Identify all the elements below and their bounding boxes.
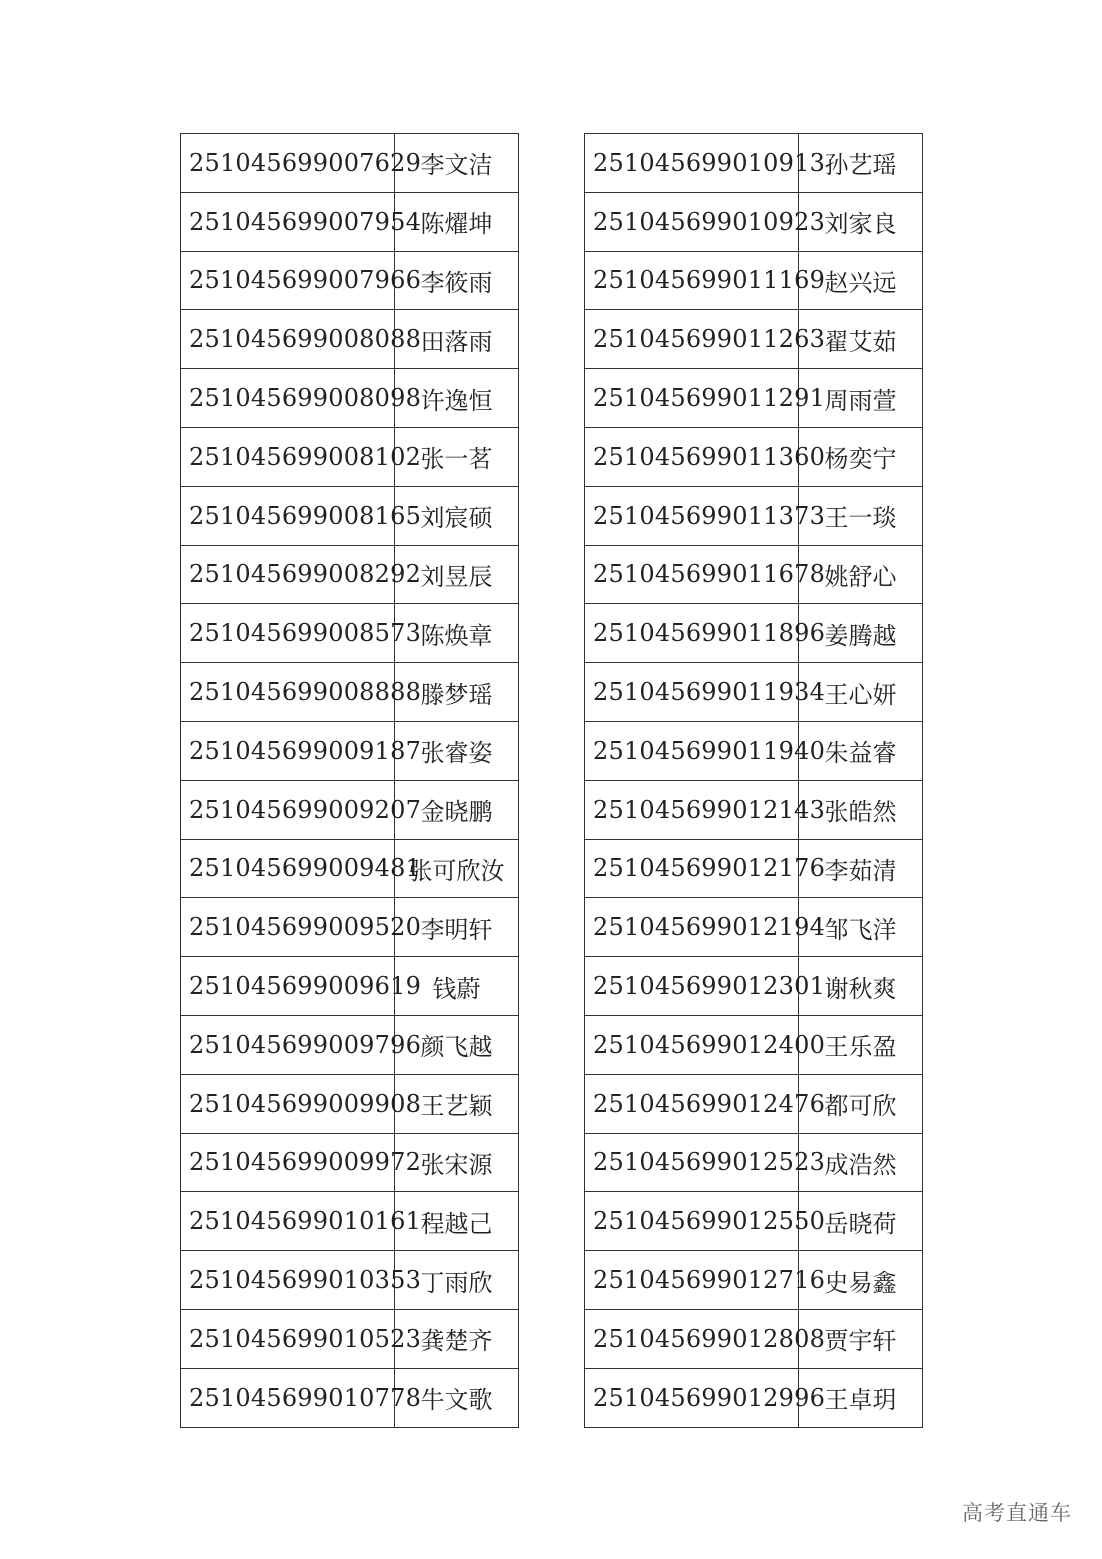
candidate-name-cell: 岳晓荷 (799, 1192, 923, 1251)
table-row (585, 369, 923, 428)
candidate-id-cell: 251045699012400 (585, 1015, 799, 1074)
table-row (585, 1015, 923, 1074)
table-row (181, 1251, 519, 1310)
candidate-name-cell: 成浩然 (799, 1133, 923, 1192)
candidate-name-cell: 王心妍 (799, 663, 923, 722)
table-row (181, 134, 519, 193)
candidate-id-cell: 251045699007954 (181, 192, 395, 251)
table-row (181, 1309, 519, 1368)
roster-table-body (585, 134, 923, 1428)
table-row (585, 898, 923, 957)
candidate-name-cell: 谢秋爽 (799, 957, 923, 1016)
candidate-name-cell: 李明轩 (395, 898, 519, 957)
table-row (181, 721, 519, 780)
table-row (585, 780, 923, 839)
candidate-id-cell: 251045699009481 (181, 839, 395, 898)
candidate-id-cell: 251045699010913 (585, 134, 799, 193)
candidate-id-cell: 251045699011896 (585, 604, 799, 663)
candidate-id-cell: 251045699009520 (181, 898, 395, 957)
table-row (181, 427, 519, 486)
candidate-name-cell: 贾宇轩 (799, 1309, 923, 1368)
candidate-name-cell: 龚楚齐 (395, 1309, 519, 1368)
candidate-name-cell: 丁雨欣 (395, 1251, 519, 1310)
candidate-id-cell: 251045699008292 (181, 545, 395, 604)
table-row (585, 134, 923, 193)
candidate-name-cell: 张皓然 (799, 780, 923, 839)
candidate-id-cell: 251045699011360 (585, 427, 799, 486)
candidate-name-cell: 姚舒心 (799, 545, 923, 604)
table-row (181, 192, 519, 251)
candidate-id-cell: 251045699010778 (181, 1368, 395, 1427)
table-row (181, 1074, 519, 1133)
candidate-id-cell: 251045699012176 (585, 839, 799, 898)
candidate-name-cell: 王一琰 (799, 486, 923, 545)
table-row (585, 839, 923, 898)
table-row (181, 369, 519, 428)
table-row (585, 486, 923, 545)
candidate-name-cell: 钱蔚 (395, 957, 519, 1016)
candidate-name-cell: 王乐盈 (799, 1015, 923, 1074)
candidate-name-cell: 姜腾越 (799, 604, 923, 663)
candidate-id-cell: 251045699012523 (585, 1133, 799, 1192)
table-row (181, 780, 519, 839)
candidate-id-cell: 251045699012143 (585, 780, 799, 839)
table-row (585, 604, 923, 663)
candidate-id-cell: 251045699012808 (585, 1309, 799, 1368)
candidate-name-cell: 朱益睿 (799, 721, 923, 780)
table-row (585, 1133, 923, 1192)
table-row (181, 310, 519, 369)
candidate-id-cell: 251045699011678 (585, 545, 799, 604)
candidate-id-cell: 251045699012716 (585, 1251, 799, 1310)
table-row (181, 839, 519, 898)
candidate-name-cell: 王艺颖 (395, 1074, 519, 1133)
candidate-name-cell: 赵兴远 (799, 251, 923, 310)
table-row (585, 1251, 923, 1310)
candidate-name-cell: 陈焕章 (395, 604, 519, 663)
candidate-id-cell: 251045699012194 (585, 898, 799, 957)
table-row (585, 1368, 923, 1427)
candidate-name-cell: 刘家良 (799, 192, 923, 251)
candidate-name-cell: 史易鑫 (799, 1251, 923, 1310)
candidate-id-cell: 251045699012996 (585, 1368, 799, 1427)
table-row (181, 663, 519, 722)
candidate-name-cell: 牛文歌 (395, 1368, 519, 1427)
candidate-id-cell: 251045699008573 (181, 604, 395, 663)
roster-table-left (180, 133, 519, 1428)
candidate-name-cell: 周雨萱 (799, 369, 923, 428)
candidate-name-cell: 刘宸硕 (395, 486, 519, 545)
candidate-id-cell: 251045699012301 (585, 957, 799, 1016)
roster-table-right (584, 133, 923, 1428)
table-row (181, 957, 519, 1016)
table-row (585, 957, 923, 1016)
candidate-id-cell: 251045699007966 (181, 251, 395, 310)
table-row (181, 1133, 519, 1192)
candidate-id-cell: 251045699011373 (585, 486, 799, 545)
table-row (181, 486, 519, 545)
candidate-name-cell: 许逸恒 (395, 369, 519, 428)
candidate-id-cell: 251045699011934 (585, 663, 799, 722)
table-row (181, 898, 519, 957)
candidate-id-cell: 251045699009796 (181, 1015, 395, 1074)
table-row (585, 251, 923, 310)
candidate-name-cell: 翟艾茹 (799, 310, 923, 369)
candidate-name-cell: 李筱雨 (395, 251, 519, 310)
candidate-id-cell: 251045699012550 (585, 1192, 799, 1251)
candidate-id-cell: 251045699009207 (181, 780, 395, 839)
candidate-name-cell: 金晓鹏 (395, 780, 519, 839)
candidate-name-cell: 刘昱辰 (395, 545, 519, 604)
candidate-id-cell: 251045699009908 (181, 1074, 395, 1133)
candidate-name-cell: 孙艺瑶 (799, 134, 923, 193)
table-row (585, 1074, 923, 1133)
candidate-id-cell: 251045699010161 (181, 1192, 395, 1251)
table-row (585, 310, 923, 369)
table-row (585, 1192, 923, 1251)
candidate-name-cell: 张一茗 (395, 427, 519, 486)
table-row (181, 1368, 519, 1427)
table-row (585, 1309, 923, 1368)
table-row (181, 1192, 519, 1251)
candidate-name-cell: 张睿姿 (395, 721, 519, 780)
watermark-text: 高考直通车 (962, 1501, 1072, 1525)
candidate-name-cell: 邹飞洋 (799, 898, 923, 957)
candidate-id-cell: 251045699007629 (181, 134, 395, 193)
candidate-id-cell: 251045699011263 (585, 310, 799, 369)
candidate-name-cell: 都可欣 (799, 1074, 923, 1133)
table-row (181, 251, 519, 310)
candidate-id-cell: 251045699008088 (181, 310, 395, 369)
candidate-name-cell: 颜飞越 (395, 1015, 519, 1074)
candidate-id-cell: 251045699011291 (585, 369, 799, 428)
candidate-id-cell: 251045699011940 (585, 721, 799, 780)
roster-table-body (181, 134, 519, 1428)
candidate-name-cell: 程越己 (395, 1192, 519, 1251)
candidate-id-cell: 251045699011169 (585, 251, 799, 310)
candidate-id-cell: 251045699008098 (181, 369, 395, 428)
table-row (585, 427, 923, 486)
candidate-name-cell: 张可欣汝 (395, 839, 519, 898)
candidate-name-cell: 陈燿坤 (395, 192, 519, 251)
candidate-name-cell: 李茹清 (799, 839, 923, 898)
candidate-id-cell: 251045699010353 (181, 1251, 395, 1310)
table-row (585, 545, 923, 604)
candidate-name-cell: 杨奕宁 (799, 427, 923, 486)
table-row (181, 545, 519, 604)
candidate-name-cell: 田落雨 (395, 310, 519, 369)
candidate-name-cell: 滕梦瑶 (395, 663, 519, 722)
candidate-id-cell: 251045699010923 (585, 192, 799, 251)
candidate-id-cell: 251045699009187 (181, 721, 395, 780)
candidate-id-cell: 251045699008165 (181, 486, 395, 545)
candidate-id-cell: 251045699009972 (181, 1133, 395, 1192)
table-row (181, 604, 519, 663)
candidate-name-cell: 李文洁 (395, 134, 519, 193)
candidate-id-cell: 251045699009619 (181, 957, 395, 1016)
candidate-name-cell: 张宋源 (395, 1133, 519, 1192)
table-row (585, 663, 923, 722)
candidate-id-cell: 251045699012476 (585, 1074, 799, 1133)
candidate-name-cell: 王卓玥 (799, 1368, 923, 1427)
table-row (181, 1015, 519, 1074)
table-row (585, 721, 923, 780)
candidate-id-cell: 251045699010523 (181, 1309, 395, 1368)
table-row (585, 192, 923, 251)
candidate-id-cell: 251045699008102 (181, 427, 395, 486)
candidate-id-cell: 251045699008888 (181, 663, 395, 722)
